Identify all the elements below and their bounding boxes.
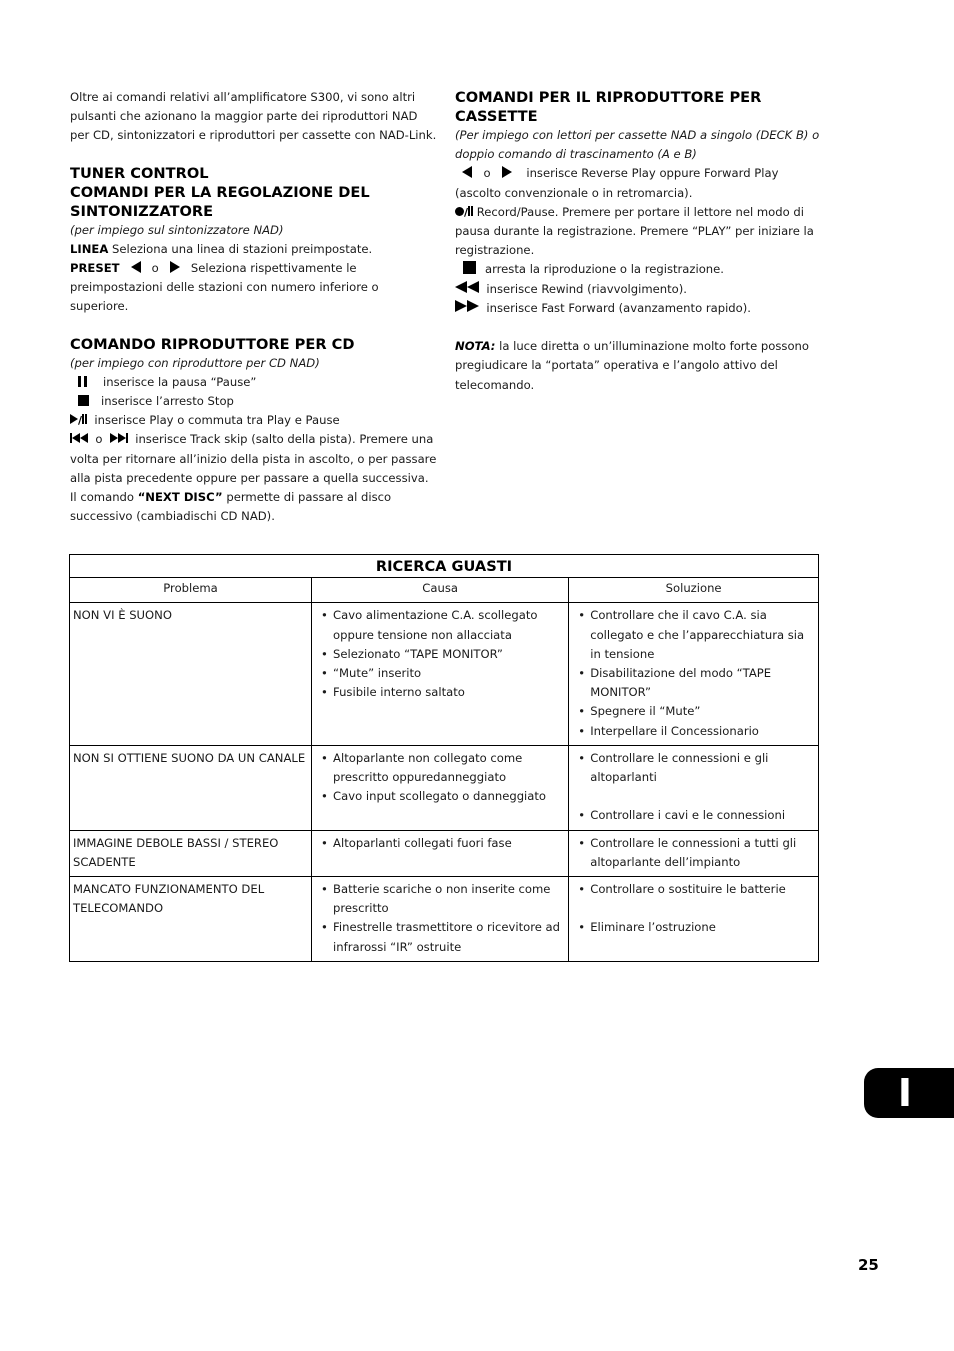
cause-item: Selezionato “TAPE MONITOR” xyxy=(333,646,503,661)
cause-item: Altoparlante non collegato come prescritto oppuredanneggiato xyxy=(333,750,523,785)
tuner-heading-1: TUNER CONTROL xyxy=(70,164,209,182)
preset-or: o xyxy=(151,261,159,276)
solution-item: Spegnere il “Mute” xyxy=(590,704,701,719)
cd-skip-text: inserisce Track skip (salto della pista). Premere una volta per ritornare all’inizio della pista in ascolto, o per passare alla pista precedente oppure per passare a quella successiva. xyxy=(70,432,437,485)
play-pause-icon xyxy=(70,414,78,424)
cd-skip-or: o xyxy=(95,432,103,447)
table-row xyxy=(70,877,819,962)
preset-label: PRESET xyxy=(70,261,120,276)
skip-forward-icon xyxy=(110,433,118,443)
solution-cell: • Controllare le connessioni e gli altoparlanti • Controllare i cavi e le connessioni xyxy=(569,745,819,830)
rewind-icon xyxy=(455,281,467,293)
problem-cell: IMMAGINE DEBOLE BASSI / STEREO SCADENTE xyxy=(70,830,312,876)
cause-item: Fusibile interno saltato xyxy=(333,685,465,700)
cassette-ff-text: inserisce Fast Forward (avanzamento rapido). xyxy=(486,300,751,315)
solution-item: Controllare che il cavo C.A. sia collegato e che l’apparecchiatura sia in tensione xyxy=(590,608,805,661)
solution-cell: • Controllare le connessioni a tutti gli altoparlante dell’impianto xyxy=(569,830,819,876)
cd-skip-line xyxy=(70,430,438,488)
left-column xyxy=(70,88,438,526)
solution-cell: • Controllare o sostituire le batterie • Eliminare l’ostruzione xyxy=(569,877,819,962)
cassette-play-text: inserisce Reverse Play oppure Forward Play (ascolto convenzionale o in retromarcia). xyxy=(455,166,779,200)
cassette-stop-icon xyxy=(463,261,476,274)
cause-item: Cavo input scollegato o danneggiato xyxy=(333,789,547,804)
problem-cell: NON SI OTTIENE SUONO DA UN CANALE xyxy=(70,745,312,830)
cause-item: Finestrelle trasmettitore o ricevitore ad infrarossi “IR” ostruite xyxy=(333,920,561,954)
cd-playpause-line: / inserisce Play o commuta tra Play e Pause xyxy=(70,411,438,430)
cassette-rewind-line xyxy=(455,280,821,299)
intro-paragraph: Oltre ai comandi relativi all’amplificatore S300, vi sono altri pulsanti che azionano la maggior parte dei riproduttori NAD per CD, sintonizzatori e riproduttori per cassette con NAD-Link. xyxy=(70,90,437,143)
header-soluzione: Soluzione xyxy=(569,578,819,603)
preset-line xyxy=(70,259,438,317)
problem-cell: NON VI È SUONO xyxy=(70,603,312,745)
cd-playpause-text: inserisce Play o commuta tra Play e Pause xyxy=(94,413,340,428)
cassette-record-line: / Record/Pause. Premere per portare il lettore nel modo di pausa durante la registrazione. Premere “PLAY” per iniziare la registrazione. xyxy=(455,204,814,258)
header-problema: Problema xyxy=(70,578,312,603)
cd-stop-text: inserisce l’arresto Stop xyxy=(101,394,234,409)
cassette-rewind-text: inserisce Rewind (riavvolgimento). xyxy=(486,281,687,296)
cause-item: Altoparlanti collegati fuori fase xyxy=(333,835,512,850)
troubleshooting-table xyxy=(69,554,819,962)
cause-cell: • Batterie scariche o non inserite come prescritto • Finestrelle trasmettitore o ricevitore ad infrarossi “IR” ostruite xyxy=(312,877,569,962)
table-row xyxy=(70,745,819,830)
preset-text: Seleziona rispettivamente le preimpostazioni delle stazioni con numero inferiore o superiore. xyxy=(70,261,379,314)
reverse-play-icon xyxy=(462,166,472,178)
solution-item: Disabilitazione del modo “TAPE MONITOR” xyxy=(590,666,772,700)
next-disc-line xyxy=(70,488,438,526)
pause-icon xyxy=(78,376,87,387)
next-disc-pre: Il comando xyxy=(70,490,134,505)
problem-cell: MANCATO FUNZIONAMENTO DEL TELECOMANDO xyxy=(70,877,312,962)
forward-play-icon xyxy=(502,166,512,178)
spacer xyxy=(455,318,821,337)
language-tab-letter: I xyxy=(897,1071,913,1115)
nota-paragraph xyxy=(455,337,821,395)
cause-item: “Mute” inserito xyxy=(333,666,422,681)
cassette-heading: COMANDI PER IL RIPRODUTTORE PER CASSETTE xyxy=(455,89,762,125)
stop-icon xyxy=(78,395,89,406)
solution-item: Interpellare il Concessionario xyxy=(590,723,759,738)
tuner-heading-2: COMANDI PER LA REGOLAZIONE DEL SINTONIZZATORE xyxy=(70,183,370,220)
cause-item: Cavo alimentazione C.A. scollegato oppure tensione non allacciata xyxy=(333,608,538,642)
tuner-note: (per impiego sul sintonizzatore NAD) xyxy=(70,222,284,237)
cd-stop-line xyxy=(70,392,438,411)
cd-heading: COMANDO RIPRODUTTORE PER CD xyxy=(70,335,355,353)
cause-cell: • Altoparlanti collegati fuori fase xyxy=(312,830,569,876)
cassette-stop-text: arresta la riproduzione o la registrazione. xyxy=(485,262,724,277)
table-row xyxy=(70,830,819,876)
header-causa: Causa xyxy=(312,578,569,603)
solution-item: Controllare i cavi e le connessioni xyxy=(590,808,786,823)
linea-line xyxy=(70,240,438,259)
cd-note: (per impiego con riproduttore per CD NAD) xyxy=(70,355,320,370)
cause-cell: • Cavo alimentazione C.A. scollegato oppure tensione non allacciata • Selezionato “TAPE MONITOR” • “Mute” inserito • Fusibile interno saltato xyxy=(312,603,569,745)
solution-item: Controllare le connessioni a tutti gli altoparlante dell’impianto xyxy=(590,835,797,869)
cd-pause-line xyxy=(70,373,438,392)
cassette-play-line xyxy=(455,164,821,202)
cd-pause-text: inserisce la pausa “Pause” xyxy=(103,374,257,389)
solution-item: Controllare le connessioni e gli altoparlanti xyxy=(590,750,769,785)
cassette-stop-line xyxy=(455,260,821,279)
table-title: RICERCA GUASTI xyxy=(70,555,819,578)
next-disc-label: “NEXT DISC” xyxy=(137,490,223,505)
cassette-record-text: Record/Pause. Premere per portare il lettore nel modo di pausa durante la registrazione. Premere “PLAY” per iniziare la registrazione. xyxy=(455,204,814,258)
left-arrow-icon xyxy=(131,261,141,273)
cause-cell: • Altoparlante non collegato come prescritto oppuredanneggiato • Cavo input scollegato o danneggiato xyxy=(312,745,569,830)
linea-label: LINEA xyxy=(70,241,109,256)
nota-text: la luce diretta o un’illuminazione molto forte possono pregiudicare la “portata” operativa e l’angolo attivo del telecomando. xyxy=(455,339,809,392)
solution-item: Controllare o sostituire le batterie xyxy=(590,882,786,897)
next-disc-text: permette di passare al disco successivo (cambiadischi CD NAD). xyxy=(70,490,392,524)
fast-forward-icon xyxy=(455,300,467,312)
cause-item: Batterie scariche o non inserite come prescritto xyxy=(333,882,551,916)
right-column xyxy=(455,88,821,395)
page-number: 25 xyxy=(858,1256,879,1274)
linea-text: Seleziona una linea di stazioni preimpostate. xyxy=(111,241,373,256)
cassette-note: (Per impiego con lettori per cassette NAD a singolo (DECK B) o doppio comando di trascinamento (A e B) xyxy=(455,128,820,162)
right-arrow-icon xyxy=(170,261,180,273)
cassette-play-or: o xyxy=(483,166,491,181)
nota-label: NOTA: xyxy=(455,339,496,354)
solution-item: Eliminare l’ostruzione xyxy=(590,920,716,935)
record-pause-icon xyxy=(455,207,464,216)
table-row xyxy=(70,603,819,745)
solution-cell: • Controllare che il cavo C.A. sia collegato e che l’apparecchiatura sia in tensione • Disabilitazione del modo “TAPE MONITOR” • Spegnere il “Mute” • Interpellare il Concessionario xyxy=(569,603,819,745)
cassette-ff-line xyxy=(455,299,821,318)
